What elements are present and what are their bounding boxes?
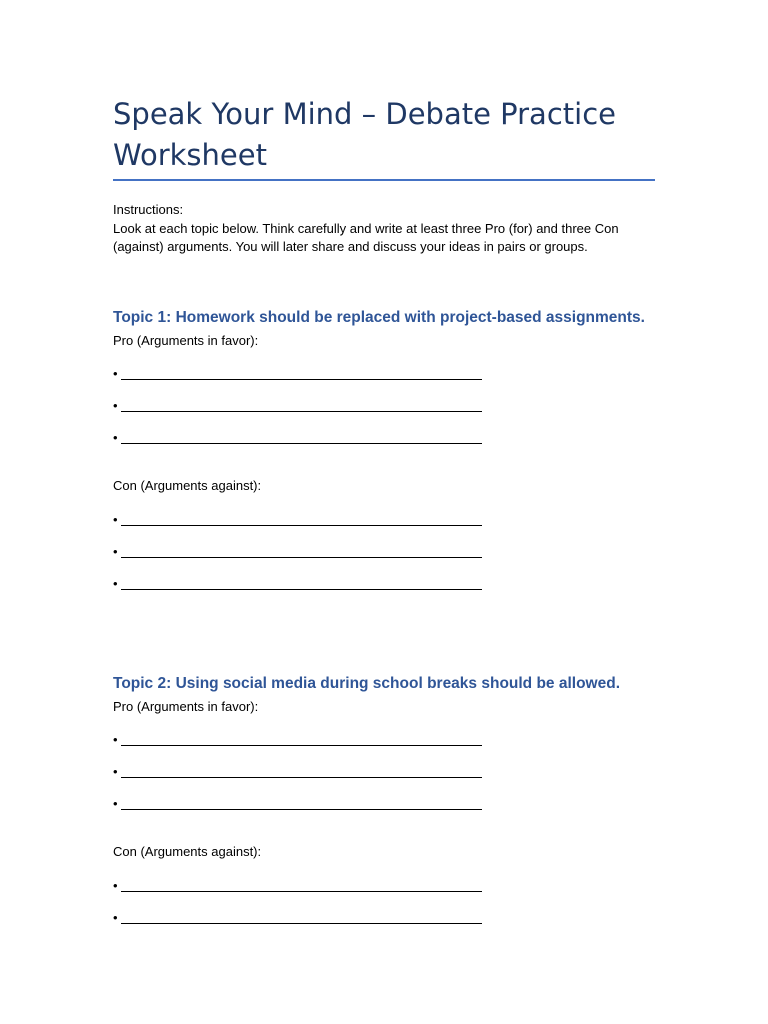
bullet: • xyxy=(113,398,118,413)
answer-blank[interactable] xyxy=(121,589,482,590)
page-title: Speak Your Mind – Debate Practice Worksheet xyxy=(113,97,616,172)
answer-blank[interactable] xyxy=(121,745,482,746)
topic-2-con-label: Con (Arguments against): xyxy=(113,844,262,859)
topic-1-heading: Topic 1: Homework should be replaced with project-based assignments. xyxy=(113,309,645,326)
topic-1-pro-line-2[interactable] xyxy=(113,396,483,414)
answer-blank[interactable] xyxy=(121,443,482,444)
topic-2-con-line-1[interactable] xyxy=(113,876,483,894)
instructions-text: Look at each topic below. Think carefully and write at least three Pro (for) and three Con (against) arguments. You will later share and discuss your ideas in pairs or groups. xyxy=(113,220,619,254)
instructions-block xyxy=(113,201,655,257)
topic-1-con-line-2[interactable] xyxy=(113,542,483,560)
bullet: • xyxy=(113,732,118,747)
instructions-heading: Instructions: xyxy=(113,202,184,217)
answer-blank[interactable] xyxy=(121,777,482,778)
bullet: • xyxy=(113,764,118,779)
answer-blank[interactable] xyxy=(121,557,482,558)
topic-1-pro-line-3[interactable] xyxy=(113,428,483,446)
topic-2-pro-label: Pro (Arguments in favor): xyxy=(113,699,259,714)
topic-2-pro-line-2[interactable] xyxy=(113,762,483,780)
answer-blank[interactable] xyxy=(121,891,482,892)
topic-1-con-line-1[interactable] xyxy=(113,510,483,528)
title-divider xyxy=(113,179,655,181)
answer-blank[interactable] xyxy=(121,379,482,380)
topic-1-con-label: Con (Arguments against): xyxy=(113,478,262,493)
bullet: • xyxy=(113,576,118,591)
bullet: • xyxy=(113,366,118,381)
topic-1-pro-label: Pro (Arguments in favor): xyxy=(113,333,259,348)
topic-2-heading: Topic 2: Using social media during school breaks should be allowed. xyxy=(113,675,621,692)
bullet: • xyxy=(113,878,118,893)
bullet: • xyxy=(113,544,118,559)
answer-blank[interactable] xyxy=(121,525,482,526)
topic-2-con-line-2[interactable] xyxy=(113,908,483,926)
bullet: • xyxy=(113,910,118,925)
bullet: • xyxy=(113,796,118,811)
topic-2-pro-line-3[interactable] xyxy=(113,794,483,812)
answer-blank[interactable] xyxy=(121,923,482,924)
bullet: • xyxy=(113,512,118,527)
topic-1-con-line-3[interactable] xyxy=(113,574,483,592)
bullet: • xyxy=(113,430,118,445)
topic-2-pro-line-1[interactable] xyxy=(113,730,483,748)
topic-1-pro-line-1[interactable] xyxy=(113,364,483,382)
answer-blank[interactable] xyxy=(121,411,482,412)
answer-blank[interactable] xyxy=(121,809,482,810)
